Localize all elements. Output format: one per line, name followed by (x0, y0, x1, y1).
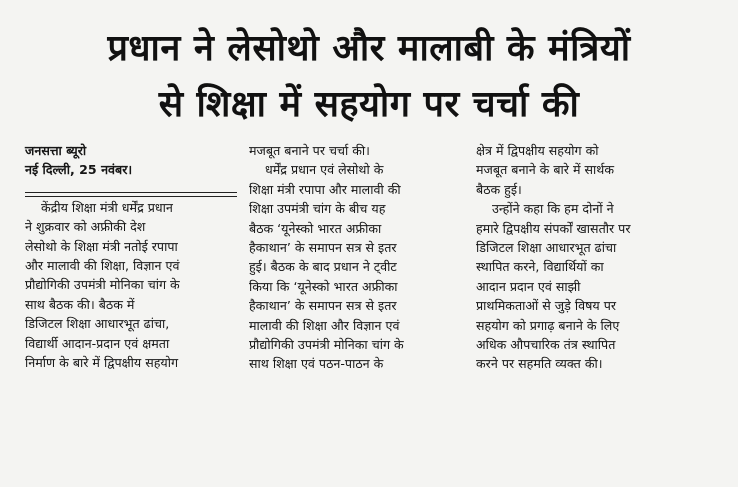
article-column-1 (25, 141, 235, 372)
body-line: शिक्षा मंत्री रपापा और मालावी की (249, 181, 401, 197)
body-line: करने पर सहमति व्यक्त की। (476, 356, 603, 372)
body-line: बैठक ‘यूनेस्को भारत अफ्रीका (249, 220, 382, 236)
body-line: साथ बैठक की। बैठक में (25, 296, 135, 312)
body-line: शिक्षा उपमंत्री चांग के बीच यह (249, 201, 386, 217)
body-line: किया कि ‘यूनेस्को भारत अफ्रीका (249, 278, 398, 294)
body-line: स्थापित करने, विद्यार्थियों का (476, 259, 604, 275)
body-line: मालावी की शिक्षा और विज्ञान एवं (249, 317, 400, 333)
body-line: हुई। बैठक के बाद प्रधान ने ट्वीट (249, 259, 397, 275)
divider-rule (25, 192, 237, 193)
body-line: क्षेत्र में द्विपक्षीय सहयोग को (476, 143, 599, 158)
divider-rule (25, 196, 237, 197)
body-line: प्रौद्योगिकी उपमंत्री मोनिका चांग के (25, 277, 180, 293)
body-line: बैठक हुई। (476, 181, 522, 197)
body-line: विद्यार्थी आदान-प्रदान एवं क्षमता (25, 335, 170, 351)
body-line: आदान प्रदान एवं साझी (476, 278, 581, 294)
body-line: उन्होंने कहा कि हम दोनों ने (492, 201, 614, 217)
body-line: ने शुक्रवार को अफ्रीकी देश (25, 219, 146, 235)
body-line: हैकाथान’ के समापन सत्र से इतर (249, 298, 397, 314)
body-line: डिजिटल शिक्षा आधारभूत ढांचा (476, 240, 617, 256)
article-column-3 (476, 141, 688, 374)
body-line: मजबूत बनाने के बारे में सार्थक (476, 162, 614, 178)
body-line: साथ शिक्षा एवं पठन-पाठन के (249, 356, 384, 372)
body-line: लेसोथो के शिक्षा मंत्री नतोई रपापा (25, 238, 178, 254)
body-line: प्रौद्योगिकी उपमंत्री मोनिका चांग के (249, 337, 404, 353)
body-line: और मालावी की शिक्षा, विज्ञान एवं (25, 258, 180, 274)
headline-line-2: से शिक्षा में सहयोग पर चर्चा की (158, 84, 580, 125)
body-line: धर्मेंद्र प्रधान एवं लेसोथो के (265, 162, 384, 178)
body-line: हैकाथान’ के समापन सत्र से इतर (249, 240, 397, 256)
body-line: केंद्रीय शिक्षा मंत्री धर्मेंद्र प्रधान (41, 199, 173, 215)
body-line: डिजिटल शिक्षा आधारभूत ढांचा, (25, 316, 170, 332)
body-line: अधिक औपचारिक तंत्र स्थापित (476, 337, 616, 353)
headline-line-1: प्रधान ने लेसोथो और मालाबी के मंत्रियों (107, 28, 631, 69)
article-column-2 (249, 141, 464, 374)
body-line: निर्माण के बारे में द्विपक्षीय सहयोग (25, 355, 179, 371)
body-line: प्राथमिकताओं से जुड़े विषय पर (476, 298, 617, 314)
body-line: सहयोग को प्रगाढ़ बनाने के लिए (476, 317, 620, 333)
body-line: मजबूत बनाने पर चर्चा की। (249, 143, 370, 158)
dateline: नई दिल्ली, 25 नवंबर। (25, 162, 133, 178)
body-line: हमारे द्विपक्षीय संपर्कों खासतौर पर (476, 220, 631, 236)
byline-bureau: जनसत्ता ब्यूरो (25, 143, 87, 158)
